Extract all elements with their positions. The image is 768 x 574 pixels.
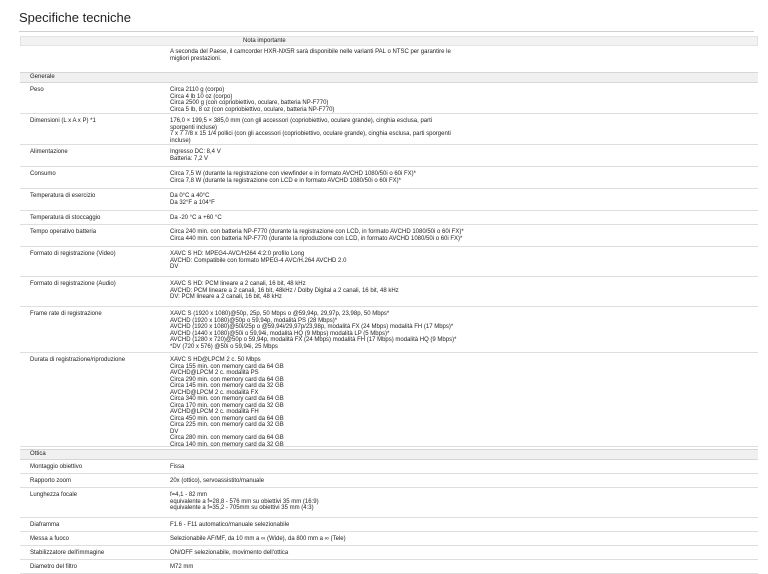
spec-row: [20, 211, 758, 225]
spec-value-line: AVCHD (1920 x 1080)@50i/25p o @59,94i/29,97p/23,98p, modalità FX (24 Mbps) modalità FH (17 Mbps)*: [170, 324, 454, 330]
spec-value: [158, 546, 758, 559]
spec-label: Durata di registrazione/riproduzione: [30, 357, 126, 363]
page-title: Specifiche tecniche: [19, 10, 132, 25]
spec-row: [20, 546, 758, 560]
spec-row: [20, 474, 758, 488]
spec-value-line: AVCHD (1440 x 1080)@50i o 59,94i, modalità HQ (9 Mbps) modalità LP (5 Mbps)*: [170, 330, 390, 337]
spec-value-line: Circa 140 min. con memory card da 32 GB: [170, 441, 284, 448]
spec-row: [20, 518, 758, 532]
spec-value-line: Circa 440 min. con batteria NP-F770 (durante la riproduzione con LCD, in formato AVCHD 1080/50i o 60i FX)*: [170, 235, 463, 242]
spec-value: [158, 307, 758, 352]
spec-value-line: sporgenti incluse): [170, 124, 218, 131]
spec-label: Formato di registrazione (Audio): [30, 281, 116, 287]
spec-value-line: Circa 155 min. con memory card da 64 GB: [170, 363, 284, 370]
spec-value-line: Circa 7,8 W (durante la registrazione con LCD e in formato AVCHD 1080/50i o 60i FX)*: [170, 177, 401, 184]
spec-row: [20, 225, 758, 247]
spec-value-line: Circa 450 min. con memory card da 64 GB: [170, 415, 284, 422]
spec-value: [158, 518, 758, 531]
spec-row: [20, 189, 758, 211]
spec-value: [158, 114, 758, 144]
spec-value-line: Circa 170 min. con memory card da 32 GB: [170, 402, 284, 409]
spec-label: Stabilizzatore dell'immagine: [30, 550, 105, 556]
spec-value-line: Circa 240 min. con batteria NP-F770 (durante la registrazione con LCD, in formato AVCHD 1080/50i o 60i FX)*: [170, 229, 464, 235]
spec-row: [20, 167, 758, 189]
spec-value-line: AVCHD (1920 x 1080)@50p o 59,94p, modalità PS (28 Mbps)*: [170, 317, 338, 324]
spec-row: [20, 247, 758, 277]
spec-row: [20, 460, 758, 474]
spec-value-line: Circa 290 min. con memory card da 64 GB: [170, 376, 284, 383]
spec-value-line: AVCHD@LPCM 2 c. modalità FH: [170, 409, 259, 415]
spec-value-line: DV: [170, 428, 179, 435]
spec-value-line: F1.6 - F11 automatico/manuale selezionabile: [170, 522, 290, 528]
spec-value-line: Batteria: 7,2 V: [170, 155, 209, 162]
spec-row: [20, 353, 758, 447]
spec-value-line: AVCHD (1280 x 720)@50p o 59,94p, modalità FX (24 Mbps) modalità FH (17 Mbps) modalità HQ (9 Mbps)*: [170, 337, 457, 343]
spec-value-line: 176,0 × 199,5 × 385,0 mm (con gli accessori (copriobiettivo, oculare grande), cinghia esclusa, parti: [170, 118, 433, 124]
spec-value-line: Ingresso DC: 8,4 V: [170, 149, 221, 155]
spec-value-line: equivalente a f=28,8 - 576 mm su obiettivi 35 mm (16:9): [170, 498, 319, 505]
note-body: [20, 46, 758, 70]
spec-value: [158, 211, 758, 224]
spec-label: Diametro del filtro: [30, 564, 78, 570]
spec-value-line: M72 mm: [170, 564, 194, 570]
spec-value-line: Da 32°F a 104°F: [170, 199, 215, 206]
spec-value-line: Circa 4 lb 10 oz (corpo): [170, 93, 233, 100]
spec-value: [158, 560, 758, 573]
spec-value-line: 7 x 7 7/8 x 15 1/4 pollici (con gli accessori (copriobiettivo, oculare grande), cinghia esclusa, parti sporgenti: [170, 131, 451, 137]
spec-value: [158, 83, 758, 113]
spec-value-line: incluse): [170, 137, 191, 144]
spec-label: Frame rate di registrazione: [30, 311, 102, 317]
spec-value-line: ON/OFF selezionabile, movimento dell'ottica: [170, 550, 289, 556]
spec-label: Peso: [30, 87, 44, 93]
note-line: migliori prestazioni.: [170, 55, 222, 62]
section-header: Generale: [20, 72, 758, 83]
spec-value: [158, 460, 758, 473]
spec-label: Dimensioni (L x A x P) *1: [30, 118, 96, 124]
spec-value-line: Circa 280 min. con memory card da 64 GB: [170, 435, 284, 441]
spec-value-line: DV: [170, 264, 179, 270]
spec-label: Lunghezza focale: [30, 492, 78, 498]
spec-value-line: Circa 5 lb, 8 oz (con copriobiettivo, oculare, batteria NP-F770): [170, 106, 335, 113]
spec-value: [158, 189, 758, 210]
spec-value-line: AVCHD: PCM lineare a 2 canali, 16 bit, 48kHz / Dolby Digital a 2 canali, 16 bit, 48 kHz: [170, 287, 399, 294]
spec-value: [158, 167, 758, 188]
note-header: Nota importante: [20, 36, 758, 46]
spec-row: [20, 488, 758, 518]
spec-label: Tempo operativo batteria: [30, 229, 97, 235]
spec-value-line: 20x (ottico), servoassistito/manuale: [170, 478, 265, 484]
spec-value: [158, 277, 758, 306]
spec-row: [20, 532, 758, 546]
spec-value-line: *DV (720 x 576) @50i o 59,94i, 25 Mbps: [170, 343, 278, 350]
spec-label: Alimentazione: [30, 149, 68, 155]
spec-value-line: Circa 2110 g (corpo): [170, 87, 225, 93]
spec-label: Diaframma: [30, 522, 60, 528]
spec-value-line: Circa 340 min. con memory card da 64 GB: [170, 396, 284, 402]
spec-value-line: AVCHD@LPCM 2 c. modalità PS: [170, 370, 259, 376]
spec-value-line: equivalente a f=35,2 - 705mm su obiettivi 35 mm (4:3): [170, 505, 314, 511]
spec-value-line: Da -20 °C a +60 °C: [170, 215, 222, 221]
spec-value-line: Circa 145 min. con memory card da 32 GB: [170, 383, 284, 389]
spec-value-line: DV: PCM lineare a 2 canali, 16 bit, 48 kHz: [170, 294, 282, 300]
spec-value-line: Circa 7,5 W (durante la registrazione con viewfinder e in formato AVCHD 1080/50i o 60i FX)*: [170, 171, 417, 177]
spec-row: [20, 114, 758, 145]
spec-value: [158, 247, 758, 276]
spec-value-line: Da 0°C a 40°C: [170, 193, 210, 199]
spec-label: Temperatura di esercizio: [30, 193, 96, 199]
spec-value-line: XAVC S HD: MPEG4-AVC/H264 4:2:0 profilo Long: [170, 251, 305, 257]
spec-row: [20, 145, 758, 167]
spec-row: [20, 560, 758, 574]
spec-value-line: Circa 225 min. con memory card da 32 GB: [170, 422, 284, 428]
spec-value: [158, 225, 758, 246]
spec-value: [158, 145, 758, 166]
spec-value-line: Circa 2500 g (con copriobiettivo, oculare, batteria NP-F770): [170, 100, 329, 106]
spec-label: Formato di registrazione (Video): [30, 251, 116, 257]
spec-row: [20, 307, 758, 353]
note-line: A seconda del Paese, il camcorder HXR-NX5R sarà disponibile nelle varianti PAL o NTSC per garantire le: [170, 49, 451, 55]
spec-value: [158, 532, 758, 545]
spec-table: [20, 36, 758, 574]
spec-row: [20, 277, 758, 307]
spec-label: Rapporto zoom: [30, 478, 72, 484]
spec-label: Montaggio obiettivo: [30, 464, 83, 470]
section-header: Ottica: [20, 449, 758, 460]
spec-value: [158, 353, 758, 446]
spec-value-line: XAVC S (1920 x 1080)@50p, 25p, 50 Mbps o @59,94p, 29,97p, 23,98p, 50 Mbps*: [170, 311, 390, 317]
spec-value: [158, 488, 758, 517]
spec-row: [20, 83, 758, 114]
spec-value-line: AVCHD: Compatibile con formato MPEG-4 AVC/H.264 AVCHD 2.0: [170, 257, 347, 264]
spec-value: [158, 474, 758, 487]
spec-value-line: XAVC S HD@LPCM 2 c. 50 Mbps: [170, 357, 261, 363]
title-divider: [19, 31, 754, 32]
spec-value-line: f=4,1 - 82 mm: [170, 492, 208, 498]
spec-value-line: Fissa: [170, 464, 185, 470]
spec-value-line: Selezionabile AF/MF, da 10 mm a ∞ (Wide), da 800 mm a ∞ (Tele): [170, 536, 346, 542]
spec-value-line: AVCHD@LPCM 2 c. modalità FX: [170, 389, 259, 396]
spec-label: Temperatura di stoccaggio: [30, 215, 101, 221]
spec-value-line: XAVC S HD: PCM lineare a 2 canali, 16 bit, 48 kHz: [170, 281, 306, 287]
spec-label: Consumo: [30, 171, 56, 177]
spec-label: Messa a fuoco: [30, 536, 70, 542]
